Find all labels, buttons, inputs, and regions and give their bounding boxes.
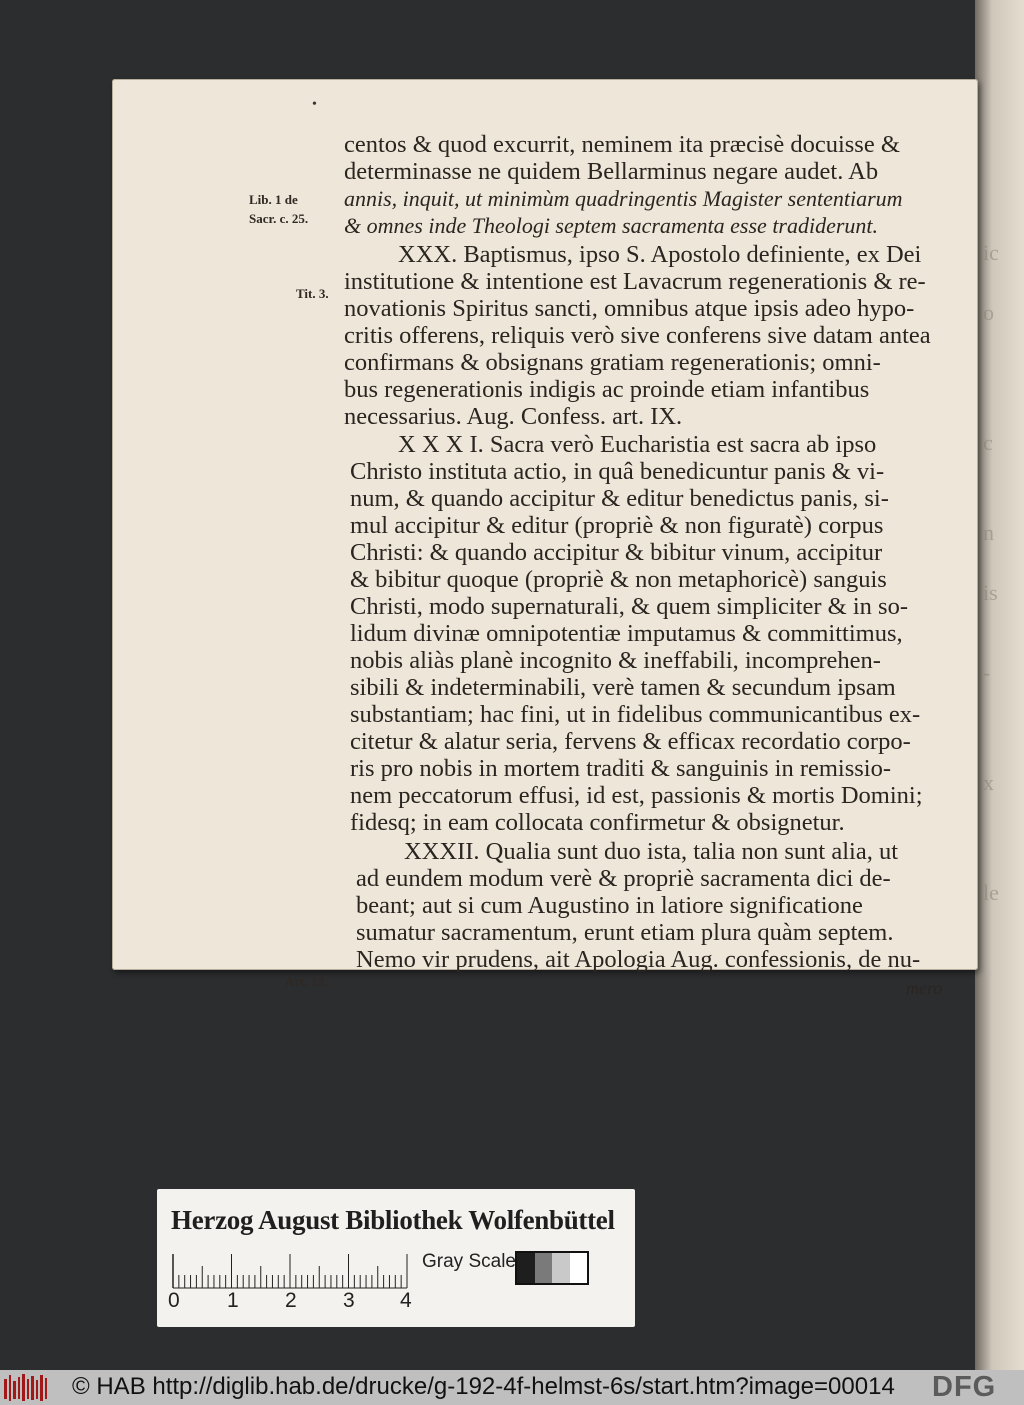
text-line: Nemo vir prudens, ait Apologia Aug. confessionis, de nu- [356, 946, 921, 973]
adjacent-page-edge: ic o c n is - x le [975, 0, 1024, 1370]
text-line: sumatur sacramentum, erunt etiam plura quàm septem. [356, 919, 894, 946]
section-30-first-line: XXX. Baptismus, ipso S. Apostolo definiente, ex Dei [398, 241, 922, 268]
hab-logo-icon [3, 1373, 49, 1403]
scale-number: 1 [227, 1289, 239, 1312]
swatch-black [517, 1253, 535, 1283]
footer-bar [0, 1370, 1024, 1405]
dfg-logo: DFG [932, 1371, 997, 1403]
text-line: ad eundem modum verè & propriè sacramenta dici de- [356, 865, 891, 892]
scale-number: 0 [168, 1289, 180, 1312]
text-line: num, & quando accipitur & editur benedictus panis, si- [350, 485, 889, 512]
gray-scale-label: Gray Scale [422, 1251, 516, 1272]
text-line: & omnes inde Theologi septem sacramenta esse tradiderunt. [344, 213, 879, 238]
scale-number: 4 [400, 1289, 412, 1312]
margin-note-tit: Tit. 3. [296, 286, 329, 301]
text-line: fidesq; in eam collocata confirmetur & obsignetur. [350, 809, 845, 836]
text-line: institutione & intentione est Lavacrum regenerationis & re- [344, 268, 926, 295]
ruler-scale [171, 1252, 421, 1290]
text-line: Christi, modo supernaturali, & quem simpliciter & in so- [350, 593, 908, 620]
book-page [112, 79, 978, 998]
text-line: Christi: & quando accipitur & bibitur vinum, accipitur [350, 539, 883, 566]
gray-scale-swatch [515, 1251, 589, 1285]
swatch-light-gray [552, 1253, 570, 1283]
text-line: nem peccatorum effusi, id est, passionis & mortis Domini; [350, 782, 923, 809]
scale-number: 2 [285, 1289, 297, 1312]
section-31-first-line: X X X I. Sacra verò Eucharistia est sacra ab ipso [398, 431, 877, 458]
text-line: determinasse ne quidem Bellarminus negare audet. Ab [344, 158, 879, 185]
text-line: nobis aliàs planè incognito & ineffabili, incomprehen- [350, 647, 881, 674]
text-line: confirmans & obsignans gratiam regenerationis; omni- [344, 349, 881, 376]
margin-note-sacr: Sacr. c. 25. [249, 211, 309, 226]
text-line: critis offerens, reliquis verò sive conferens sive datam antea [344, 322, 931, 349]
margin-note-art: Art. 13. [285, 974, 328, 989]
scale-number: 3 [343, 1289, 355, 1312]
text-line: sibili & indeterminabili, verè tamen & secundum ipsam [350, 674, 896, 701]
text-line: beant; aut si cum Augustino in latiore significatione [356, 892, 863, 919]
section-32-first-line: XXXII. Qualia sunt duo ista, talia non sunt alia, ut [404, 838, 898, 865]
swatch-white [570, 1253, 588, 1283]
page-mark: • [312, 97, 317, 112]
catchword: mero [906, 978, 943, 998]
text-line: Christo instituta actio, in quâ benedicuntur panis & vi- [350, 458, 885, 485]
text-line: bus regenerationis indigis ac proinde etiam infantibus [344, 376, 870, 403]
text-line: necessarius. Aug. Confess. art. IX. [344, 403, 683, 430]
text-line: substantiam; hac fini, ut in fidelibus communicantibus ex- [350, 701, 921, 728]
text-line: lidum divinæ omnipotentiæ imputamus & committimus, [350, 620, 903, 647]
text-line: novationis Spiritus sancti, omnibus atque ipsis adeo hypo- [344, 295, 915, 322]
text-line: annis, inquit, ut minimùm quadringentis Magister sententiarum [344, 186, 903, 211]
text-line: citetur & alatur seria, fervens & efficax recordatio corpo- [350, 728, 911, 755]
text-line: & bibitur quoque (propriè & non metaphoricè) sanguis [350, 566, 887, 593]
library-name: Herzog August Bibliothek Wolfenbüttel [171, 1205, 615, 1235]
text-line: ris pro nobis in mortem traditi & sanguinis in remissio- [350, 755, 891, 782]
margin-note-lib: Lib. 1 de [249, 192, 298, 207]
library-label-card [157, 1189, 635, 1327]
source-url: © HAB http://diglib.hab.de/drucke/g-192-4f-helmst-6s/start.htm?image=00014 [72, 1373, 895, 1400]
text-line: mul accipitur & editur (propriè & non figuratè) corpus [350, 512, 884, 539]
text-line: centos & quod excurrit, neminem ita præcisè docuisse & [344, 131, 900, 158]
swatch-dark-gray [535, 1253, 553, 1283]
